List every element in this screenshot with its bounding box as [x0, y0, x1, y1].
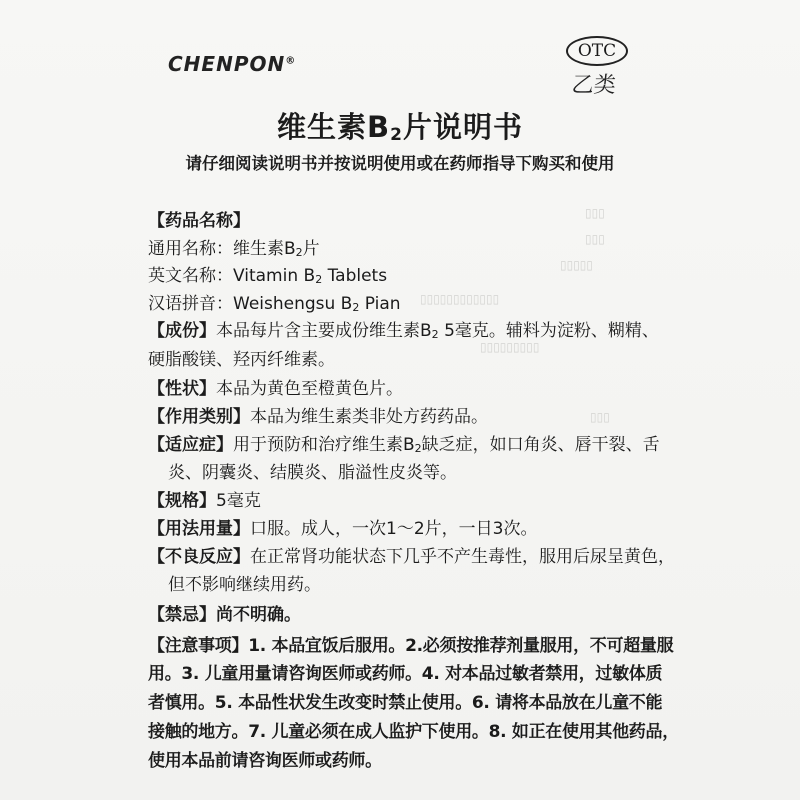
document-title: 维生素B2片说明书	[277, 110, 523, 145]
show-through-mark: ▯▯▯	[590, 410, 610, 424]
precautions-line-3: 者慎用。5. 本品性状发生改变时禁止使用。6. 请将本品放在儿童不能	[148, 693, 663, 713]
show-through-mark: ▯▯▯▯▯▯▯▯▯	[480, 340, 540, 354]
category-row: 【作用类别】本品为维生素类非处方药药品。	[148, 407, 488, 427]
composition-continuation: 硬脂酸镁、羟丙纤维素。	[148, 350, 335, 370]
show-through-mark: ▯▯▯▯▯▯▯▯▯▯▯▯	[420, 292, 500, 306]
properties-row: 【性状】本品为黄色至橙黄色片。	[148, 379, 403, 399]
precautions-line-2: 用。3. 儿童用量请咨询医师或药师。4. 对本品过敏者禁用，过敏体质	[148, 664, 663, 684]
otc-badge: OTC	[566, 36, 628, 66]
pinyin-name-row: 汉语拼音：Weishengsu B2 Pian	[148, 294, 401, 314]
spec-row: 【规格】5毫克	[148, 491, 261, 511]
adverse-reactions-continuation: 但不影响继续用药。	[168, 575, 321, 595]
otc-class-label: 乙类	[570, 73, 618, 98]
contraindications-row: 【禁忌】尚不明确。	[148, 605, 301, 625]
indications-row: 【适应症】用于预防和治疗维生素B2缺乏症，如口角炎、唇干裂、舌	[148, 435, 660, 455]
adverse-reactions-row: 【不良反应】在正常肾功能状态下几乎不产生毒性，服用后尿呈黄色，	[148, 547, 675, 567]
show-through-mark: ▯▯▯	[585, 206, 605, 220]
english-name-row: 英文名称：Vitamin B2 Tablets	[148, 266, 388, 286]
generic-name-row: 通用名称：维生素B2片	[148, 239, 320, 259]
composition-row: 【成份】本品每片含主要成份维生素B2 5毫克。辅料为淀粉、糊精、	[148, 321, 659, 341]
indications-continuation: 炎、阴囊炎、结膜炎、脂溢性皮炎等。	[168, 463, 457, 483]
section-drug-name-header: 【药品名称】	[148, 211, 250, 231]
brand-logo: CHENPON®	[168, 52, 297, 76]
show-through-mark: ▯▯▯▯▯	[560, 258, 594, 272]
show-through-mark: ▯▯▯	[585, 232, 605, 246]
document-subtitle: 请仔细阅读说明书并按说明使用或在药师指导下购买和使用	[185, 154, 615, 173]
dosage-row: 【用法用量】口服。成人，一次1～2片，一日3次。	[148, 519, 538, 539]
precautions-line-4: 接触的地方。7. 儿童必须在成人监护下使用。8. 如正在使用其他药品，	[148, 722, 679, 742]
precautions-row: 【注意事项】1. 本品宜饭后服用。2.必须按推荐剂量服用，不可超量服	[148, 636, 674, 656]
precautions-line-5: 使用本品前请咨询医师或药师。	[148, 751, 382, 771]
